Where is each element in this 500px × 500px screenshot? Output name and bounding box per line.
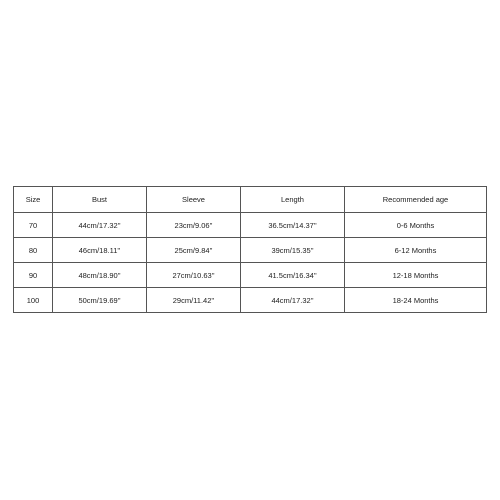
cell-recommended-age: 6-12 Months xyxy=(345,238,487,263)
cell-length: 39cm/15.35'' xyxy=(241,238,345,263)
cell-length: 41.5cm/16.34'' xyxy=(241,263,345,288)
header-size: Size xyxy=(14,187,53,213)
cell-recommended-age: 0-6 Months xyxy=(345,213,487,238)
cell-sleeve: 29cm/11.42'' xyxy=(147,288,241,313)
size-chart-table xyxy=(13,186,487,313)
cell-sleeve: 27cm/10.63'' xyxy=(147,263,241,288)
cell-size: 80 xyxy=(14,238,53,263)
header-sleeve: Sleeve xyxy=(147,187,241,213)
header-length: Length xyxy=(241,187,345,213)
cell-size: 90 xyxy=(14,263,53,288)
cell-bust: 48cm/18.90'' xyxy=(53,263,147,288)
cell-sleeve: 25cm/9.84'' xyxy=(147,238,241,263)
header-recommended-age: Recommended age xyxy=(345,187,487,213)
cell-size: 100 xyxy=(14,288,53,313)
table-header-row xyxy=(14,187,487,213)
cell-bust: 50cm/19.69'' xyxy=(53,288,147,313)
cell-bust: 46cm/18.11'' xyxy=(53,238,147,263)
cell-bust: 44cm/17.32'' xyxy=(53,213,147,238)
table-row xyxy=(14,213,487,238)
table-row xyxy=(14,288,487,313)
cell-sleeve: 23cm/9.06'' xyxy=(147,213,241,238)
header-bust: Bust xyxy=(53,187,147,213)
cell-recommended-age: 18-24 Months xyxy=(345,288,487,313)
cell-size: 70 xyxy=(14,213,53,238)
cell-length: 36.5cm/14.37'' xyxy=(241,213,345,238)
table-row xyxy=(14,263,487,288)
cell-length: 44cm/17.32'' xyxy=(241,288,345,313)
cell-recommended-age: 12-18 Months xyxy=(345,263,487,288)
table-row xyxy=(14,238,487,263)
